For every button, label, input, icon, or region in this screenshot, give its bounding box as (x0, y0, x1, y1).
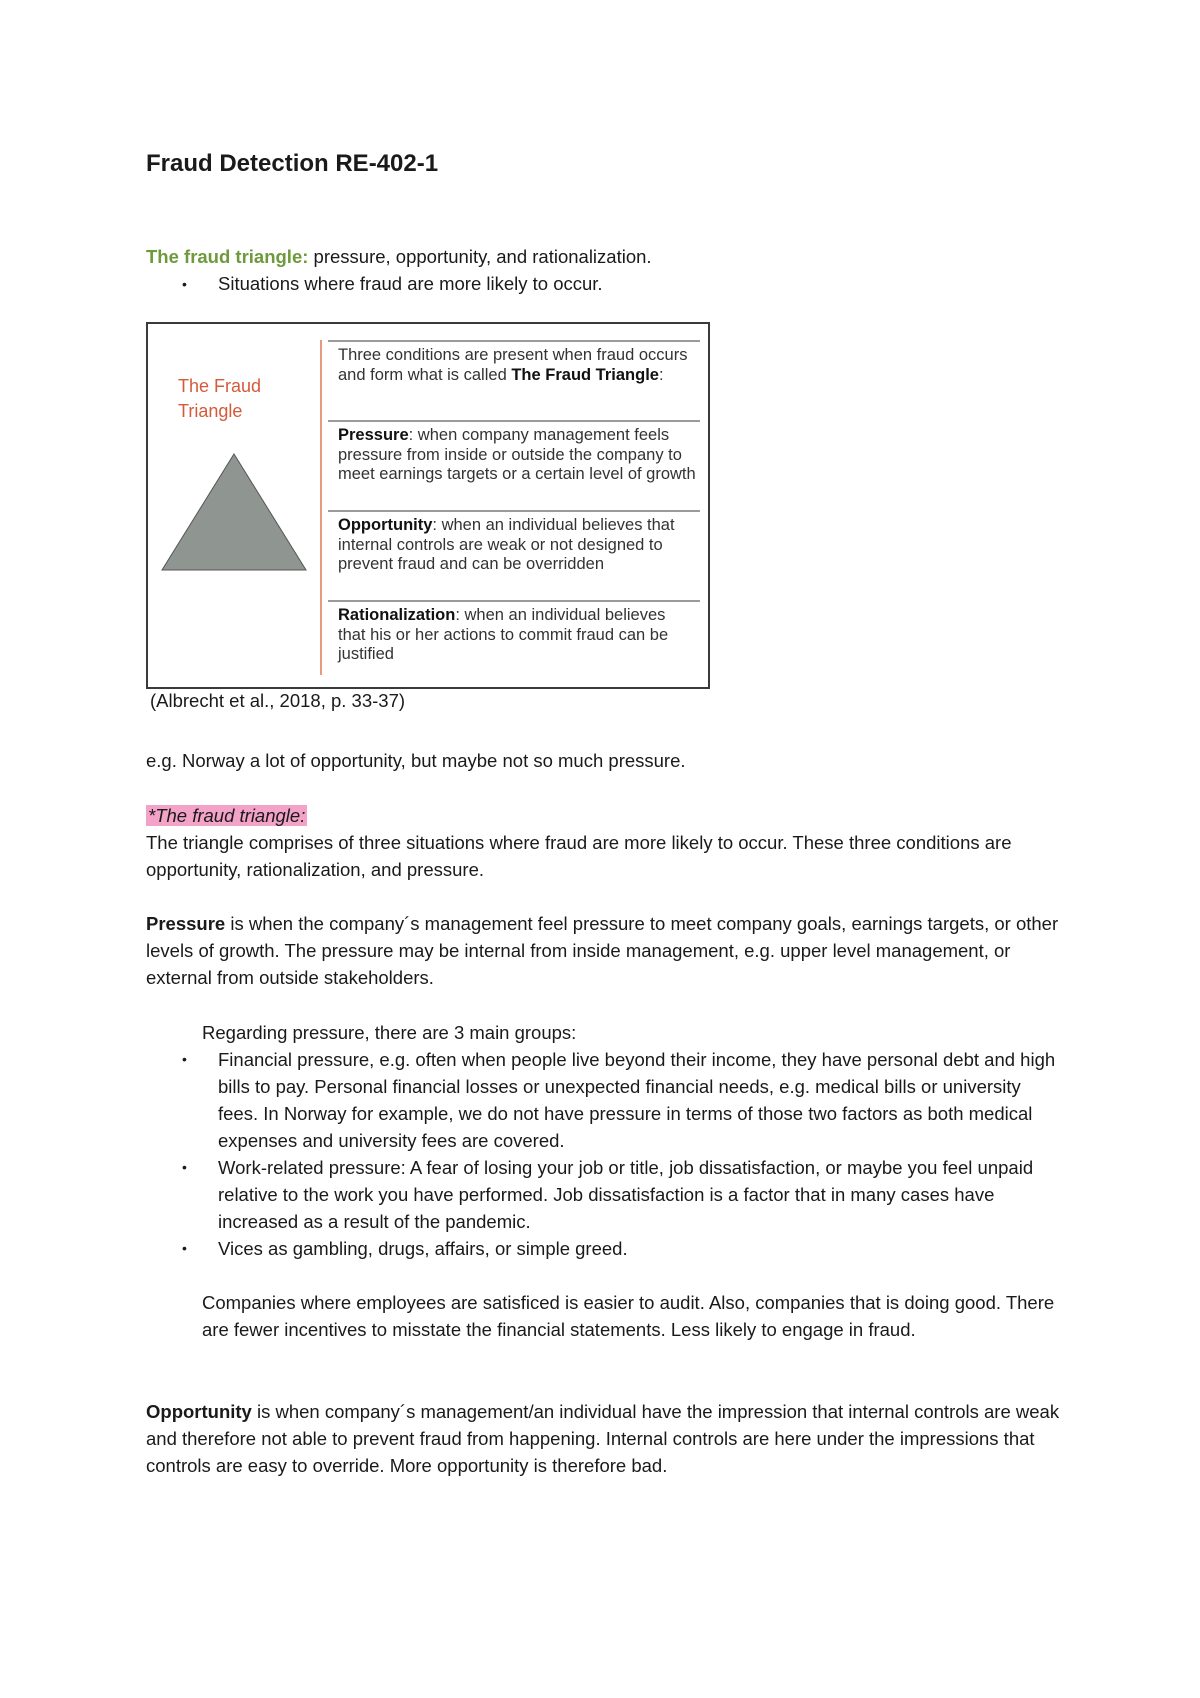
triangle-shape (160, 452, 308, 572)
triangle-paragraph: The triangle comprises of three situations where fraud are more likely to occur. These three conditions are opportunity, rationalization, and pressure. (146, 832, 1012, 880)
cell-intro-text: Three conditions are present when fraud occurs and form what is called (338, 346, 688, 384)
list-item (146, 1235, 1066, 1262)
cell-pressure-bold: Pressure (338, 426, 409, 444)
figure-conditions (328, 340, 700, 672)
figure-cell-intro (328, 342, 700, 420)
list-item (146, 1154, 1066, 1235)
bullet-glyph: • (182, 276, 187, 292)
intro-text: pressure, opportunity, and rationalization. (308, 246, 652, 267)
figure-title-line2: Triangle (178, 401, 243, 421)
intro-line (146, 243, 652, 270)
cell-rationalization-bold: Rationalization (338, 606, 456, 624)
bullet-glyph: • (182, 1159, 187, 1175)
list-item (146, 1046, 1066, 1154)
highlight-heading-line (146, 802, 307, 829)
opportunity-paragraph (146, 1398, 1066, 1479)
figure-cell-rationalization (328, 602, 700, 672)
highlight-heading: *The fraud triangle: (148, 805, 306, 826)
pressure-groups-list (146, 1046, 1066, 1262)
fraud-triangle-figure (146, 322, 710, 689)
fraud-triangle-label: The fraud triangle: (146, 246, 309, 267)
citation: (Albrecht et al., 2018, p. 33-37) (150, 690, 406, 711)
pressure-text: is when the company´s management feel pressure to meet company goals, earnings targets, or other levels of growth. The pressure may be internal from inside management, e.g. upper level management, or external from outside stakeholders. (146, 913, 1059, 988)
companies-paragraph: Companies where employees are satisficed is easier to audit. Also, companies that is doing good. There are fewer incentives to misstate the financial statements. Less likely to engage in fraud. (202, 1292, 1055, 1340)
page-title: Fraud Detection RE-402-1 (146, 150, 439, 177)
figure-title (178, 374, 261, 424)
list-item-text: Work-related pressure: A fear of losing your job or title, job dissatisfaction, or maybe you feel unpaid relative to the work you have performed. Job dissatisfaction is a factor that in many cases have increased as a result of the pandemic. (218, 1157, 1034, 1232)
cell-intro-tail: : (658, 365, 664, 384)
groups-intro: Regarding pressure, there are 3 main groups: (202, 1022, 577, 1043)
opportunity-label: Opportunity (146, 1401, 252, 1422)
intro-bullet-text: Situations where fraud are more likely to occur. (218, 273, 603, 294)
cell-pressure-text: : when company management feels pressure from inside or outside the company to meet earnings targets or a certain level of growth (338, 426, 696, 483)
example-line: e.g. Norway a lot of opportunity, but maybe not so much pressure. (146, 750, 686, 771)
list-item-text: Financial pressure, e.g. often when people live beyond their income, they have personal debt and high bills to pay. Personal financial losses or unexpected financial needs, e.g. medical bills or university fees. In Norway for example, we do not have pressure in terms of those two factors as both medical expenses and university fees are covered. (218, 1049, 1056, 1151)
figure-divider (320, 340, 322, 675)
cell-opportunity-bold: Opportunity (338, 516, 433, 534)
figure-cell-opportunity (328, 512, 700, 600)
figure-cell-pressure (328, 422, 700, 510)
pressure-paragraph (146, 910, 1066, 991)
pressure-label: Pressure (146, 913, 226, 934)
figure-title-line1: The Fraud (178, 376, 262, 396)
cell-opportunity-text: : when an individual believes that internal controls are weak or not designed to prevent fraud and can be overridden (338, 516, 675, 573)
list-item-text: Vices as gambling, drugs, affairs, or simple greed. (218, 1238, 628, 1259)
bullet-glyph: • (182, 1240, 187, 1256)
cell-intro-bold: The Fraud Triangle (511, 365, 659, 384)
opportunity-text: is when company´s management/an individual have the impression that internal controls are weak and therefore not able to prevent fraud from happening. Internal controls are here under the impressions that controls are easy to override. More opportunity is therefore bad. (146, 1401, 1060, 1476)
cell-rationalization-text: : when an individual believes that his or her actions to commit fraud can be justified (338, 606, 669, 663)
bullet-glyph: • (182, 1051, 187, 1067)
